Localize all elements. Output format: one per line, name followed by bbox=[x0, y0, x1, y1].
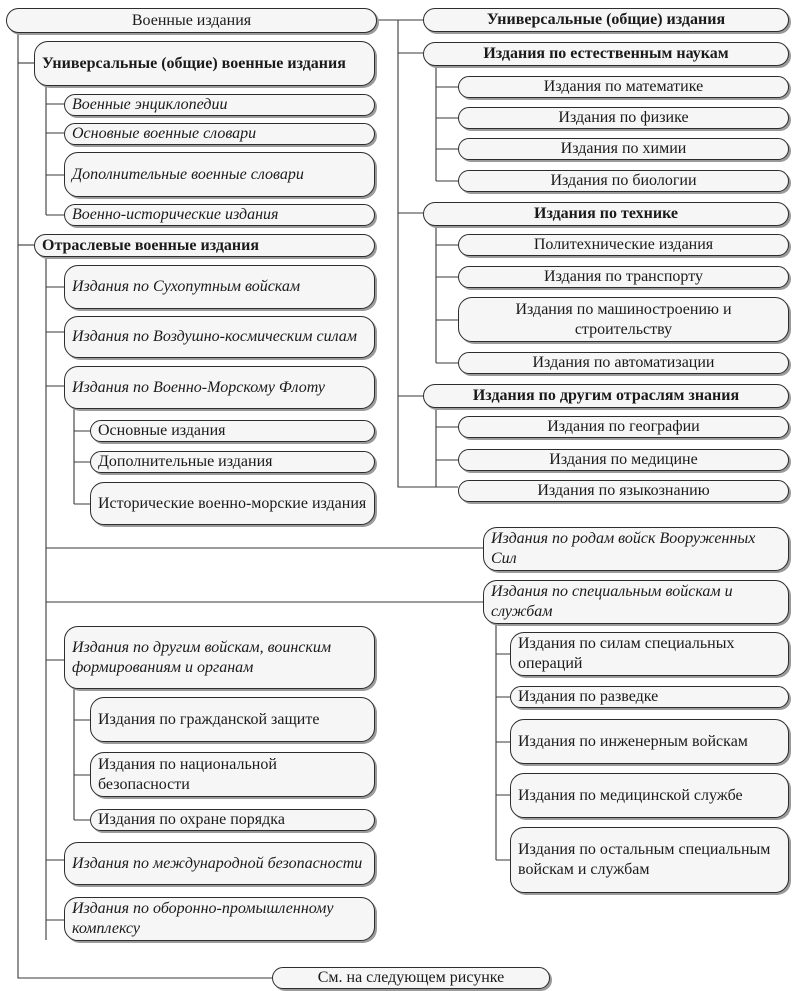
node-additional-military-dictionaries: Дополнительные военные словари bbox=[64, 152, 375, 197]
node-transport: Издания по транспорту bbox=[458, 266, 789, 288]
node-technology: Издания по технике bbox=[423, 202, 789, 226]
node-navy-historical-publications: Исторические военно-морские издания bbox=[90, 482, 375, 525]
node-universal-military-publications: Универсальные (общие) военные издания bbox=[34, 41, 375, 86]
node-special-troops-services: Издания по специальным войскам и службам bbox=[483, 580, 789, 624]
node-international-security: Издания по международной безопасности bbox=[64, 842, 375, 885]
node-main-military-dictionaries: Основные военные словари bbox=[64, 123, 375, 145]
node-ground-forces: Издания по Сухопутным войскам bbox=[64, 265, 375, 309]
node-other-fields: Издания по другим отраслям знания bbox=[423, 384, 789, 408]
node-navy: Издания по Военно-Морскому Флоту bbox=[64, 366, 375, 409]
node-navy-additional-publications: Дополнительные издания bbox=[90, 451, 375, 473]
node-chemistry: Издания по химии bbox=[458, 138, 789, 160]
node-geography: Издания по географии bbox=[458, 416, 789, 438]
node-navy-main-publications: Основные издания bbox=[90, 420, 375, 442]
node-aerospace-forces: Издания по Воздушно-космическим силам bbox=[64, 316, 375, 358]
node-biology: Издания по биологии bbox=[458, 170, 789, 192]
node-special-operations: Издания по силам специальных операций bbox=[510, 632, 789, 676]
node-intelligence: Издания по разведке bbox=[510, 686, 789, 708]
node-mathematics: Издания по математике bbox=[458, 76, 789, 98]
node-universal-general-publications: Универсальные (общие) издания bbox=[423, 8, 789, 32]
node-national-security: Издания по национальной безопасности bbox=[90, 752, 375, 797]
node-other-special-troops: Издания по остальным специальным войскам и службам bbox=[510, 827, 789, 893]
node-automation: Издания по автоматизации bbox=[458, 352, 789, 374]
node-law-order: Издания по охране порядка bbox=[90, 809, 375, 831]
node-defense-industry: Издания по оборонно-промышленному комплексу bbox=[64, 897, 375, 941]
node-branch-military-publications: Отраслевые военные издания bbox=[34, 234, 375, 257]
node-military-historical-publications: Военно-исторические издания bbox=[64, 204, 375, 226]
node-machine-building: Издания по машиностроению и строительству bbox=[458, 297, 789, 342]
node-civil-defense: Издания по гражданской защите bbox=[90, 697, 375, 742]
node-polytechnic: Политехнические издания bbox=[458, 234, 789, 256]
node-engineering-troops: Издания по инженерным войскам bbox=[510, 719, 789, 764]
node-military-publications: Военные издания bbox=[6, 8, 377, 33]
node-military-encyclopedias: Военные энциклопедии bbox=[64, 94, 375, 116]
node-medicine: Издания по медицине bbox=[458, 449, 789, 471]
node-other-troops: Издания по другим войскам, воинским формированиям и органам bbox=[64, 626, 375, 689]
node-physics: Издания по физике bbox=[458, 107, 789, 129]
node-linguistics: Издания по языкознанию bbox=[458, 480, 789, 502]
node-armed-forces-branches: Издания по родам войск Вооруженных Сил bbox=[483, 527, 789, 571]
node-see-next-figure: См. на следующем рисунке bbox=[272, 967, 550, 989]
node-natural-sciences: Издания по естественным наукам bbox=[423, 42, 789, 66]
node-medical-service: Издания по медицинской службе bbox=[510, 773, 789, 818]
